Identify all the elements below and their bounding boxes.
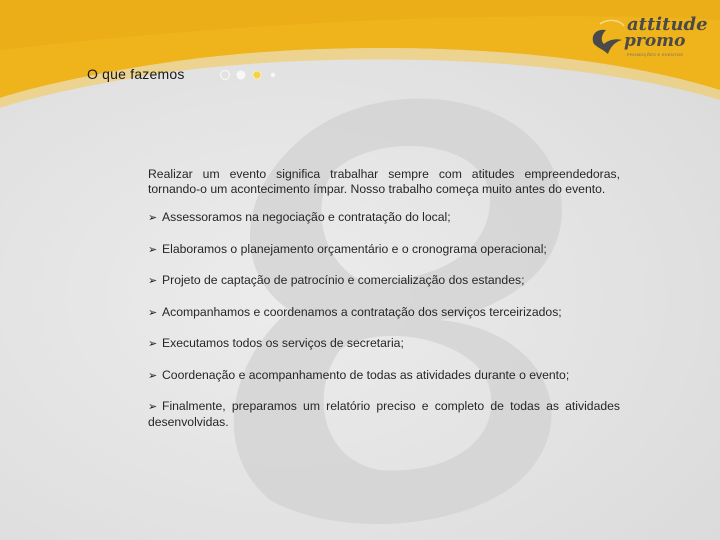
list-item-text: Acompanhamos e coordenamos a contratação dos serviços terceirizados; <box>162 304 562 319</box>
yellow-dot-icon <box>253 71 261 79</box>
list-item-text: Assessoramos na negociação e contratação do local; <box>162 210 451 224</box>
list-item <box>148 305 620 321</box>
logo-tagline: PROMOÇÕES E EVENTOS <box>627 52 684 57</box>
ring-dot-icon <box>221 71 230 80</box>
list-item <box>148 368 620 384</box>
arrow-bullet-icon: ➢ <box>148 243 158 256</box>
small-white-dot-icon <box>271 73 275 77</box>
list-item <box>148 399 620 429</box>
arrow-bullet-icon: ➢ <box>148 338 158 350</box>
content-area <box>148 167 620 445</box>
list-item-text: Elaboramos o planejamento orçamentário e o cronograma operacional; <box>162 241 547 256</box>
services-list <box>148 210 620 429</box>
decorative-dots <box>218 68 288 82</box>
list-item-text: Projeto de captação de patrocínio e comercialização dos estandes; <box>162 273 525 287</box>
arrow-bullet-icon: ➢ <box>148 275 158 287</box>
white-dot-icon <box>237 71 246 80</box>
list-item-text: Executamos todos os serviços de secretaria; <box>162 336 404 350</box>
arrow-bullet-icon: ➢ <box>148 306 158 319</box>
intro-paragraph: Realizar um evento significa trabalhar sempre com atitudes empreendedoras, tornando-o um acontecimento ímpar. Nosso trabalho começa muito antes do evento. <box>148 167 620 196</box>
list-item <box>148 210 620 226</box>
logo-text-promo: promo <box>624 31 686 51</box>
arrow-bullet-icon: ➢ <box>148 401 158 413</box>
logo-text-attitude: attitude <box>627 14 708 35</box>
list-item <box>148 336 620 352</box>
list-item-text: Coordenação e acompanhamento de todas as atividades durante o evento; <box>162 367 570 382</box>
page-title: O que fazemos <box>87 66 185 82</box>
list-item-text: Finalmente, preparamos um relatório preciso e completo de todas as atividades desenvolvidas. <box>148 399 620 429</box>
list-item <box>148 273 620 289</box>
arrow-bullet-icon: ➢ <box>148 212 158 224</box>
list-item <box>148 242 620 258</box>
arrow-bullet-icon: ➢ <box>148 369 158 382</box>
